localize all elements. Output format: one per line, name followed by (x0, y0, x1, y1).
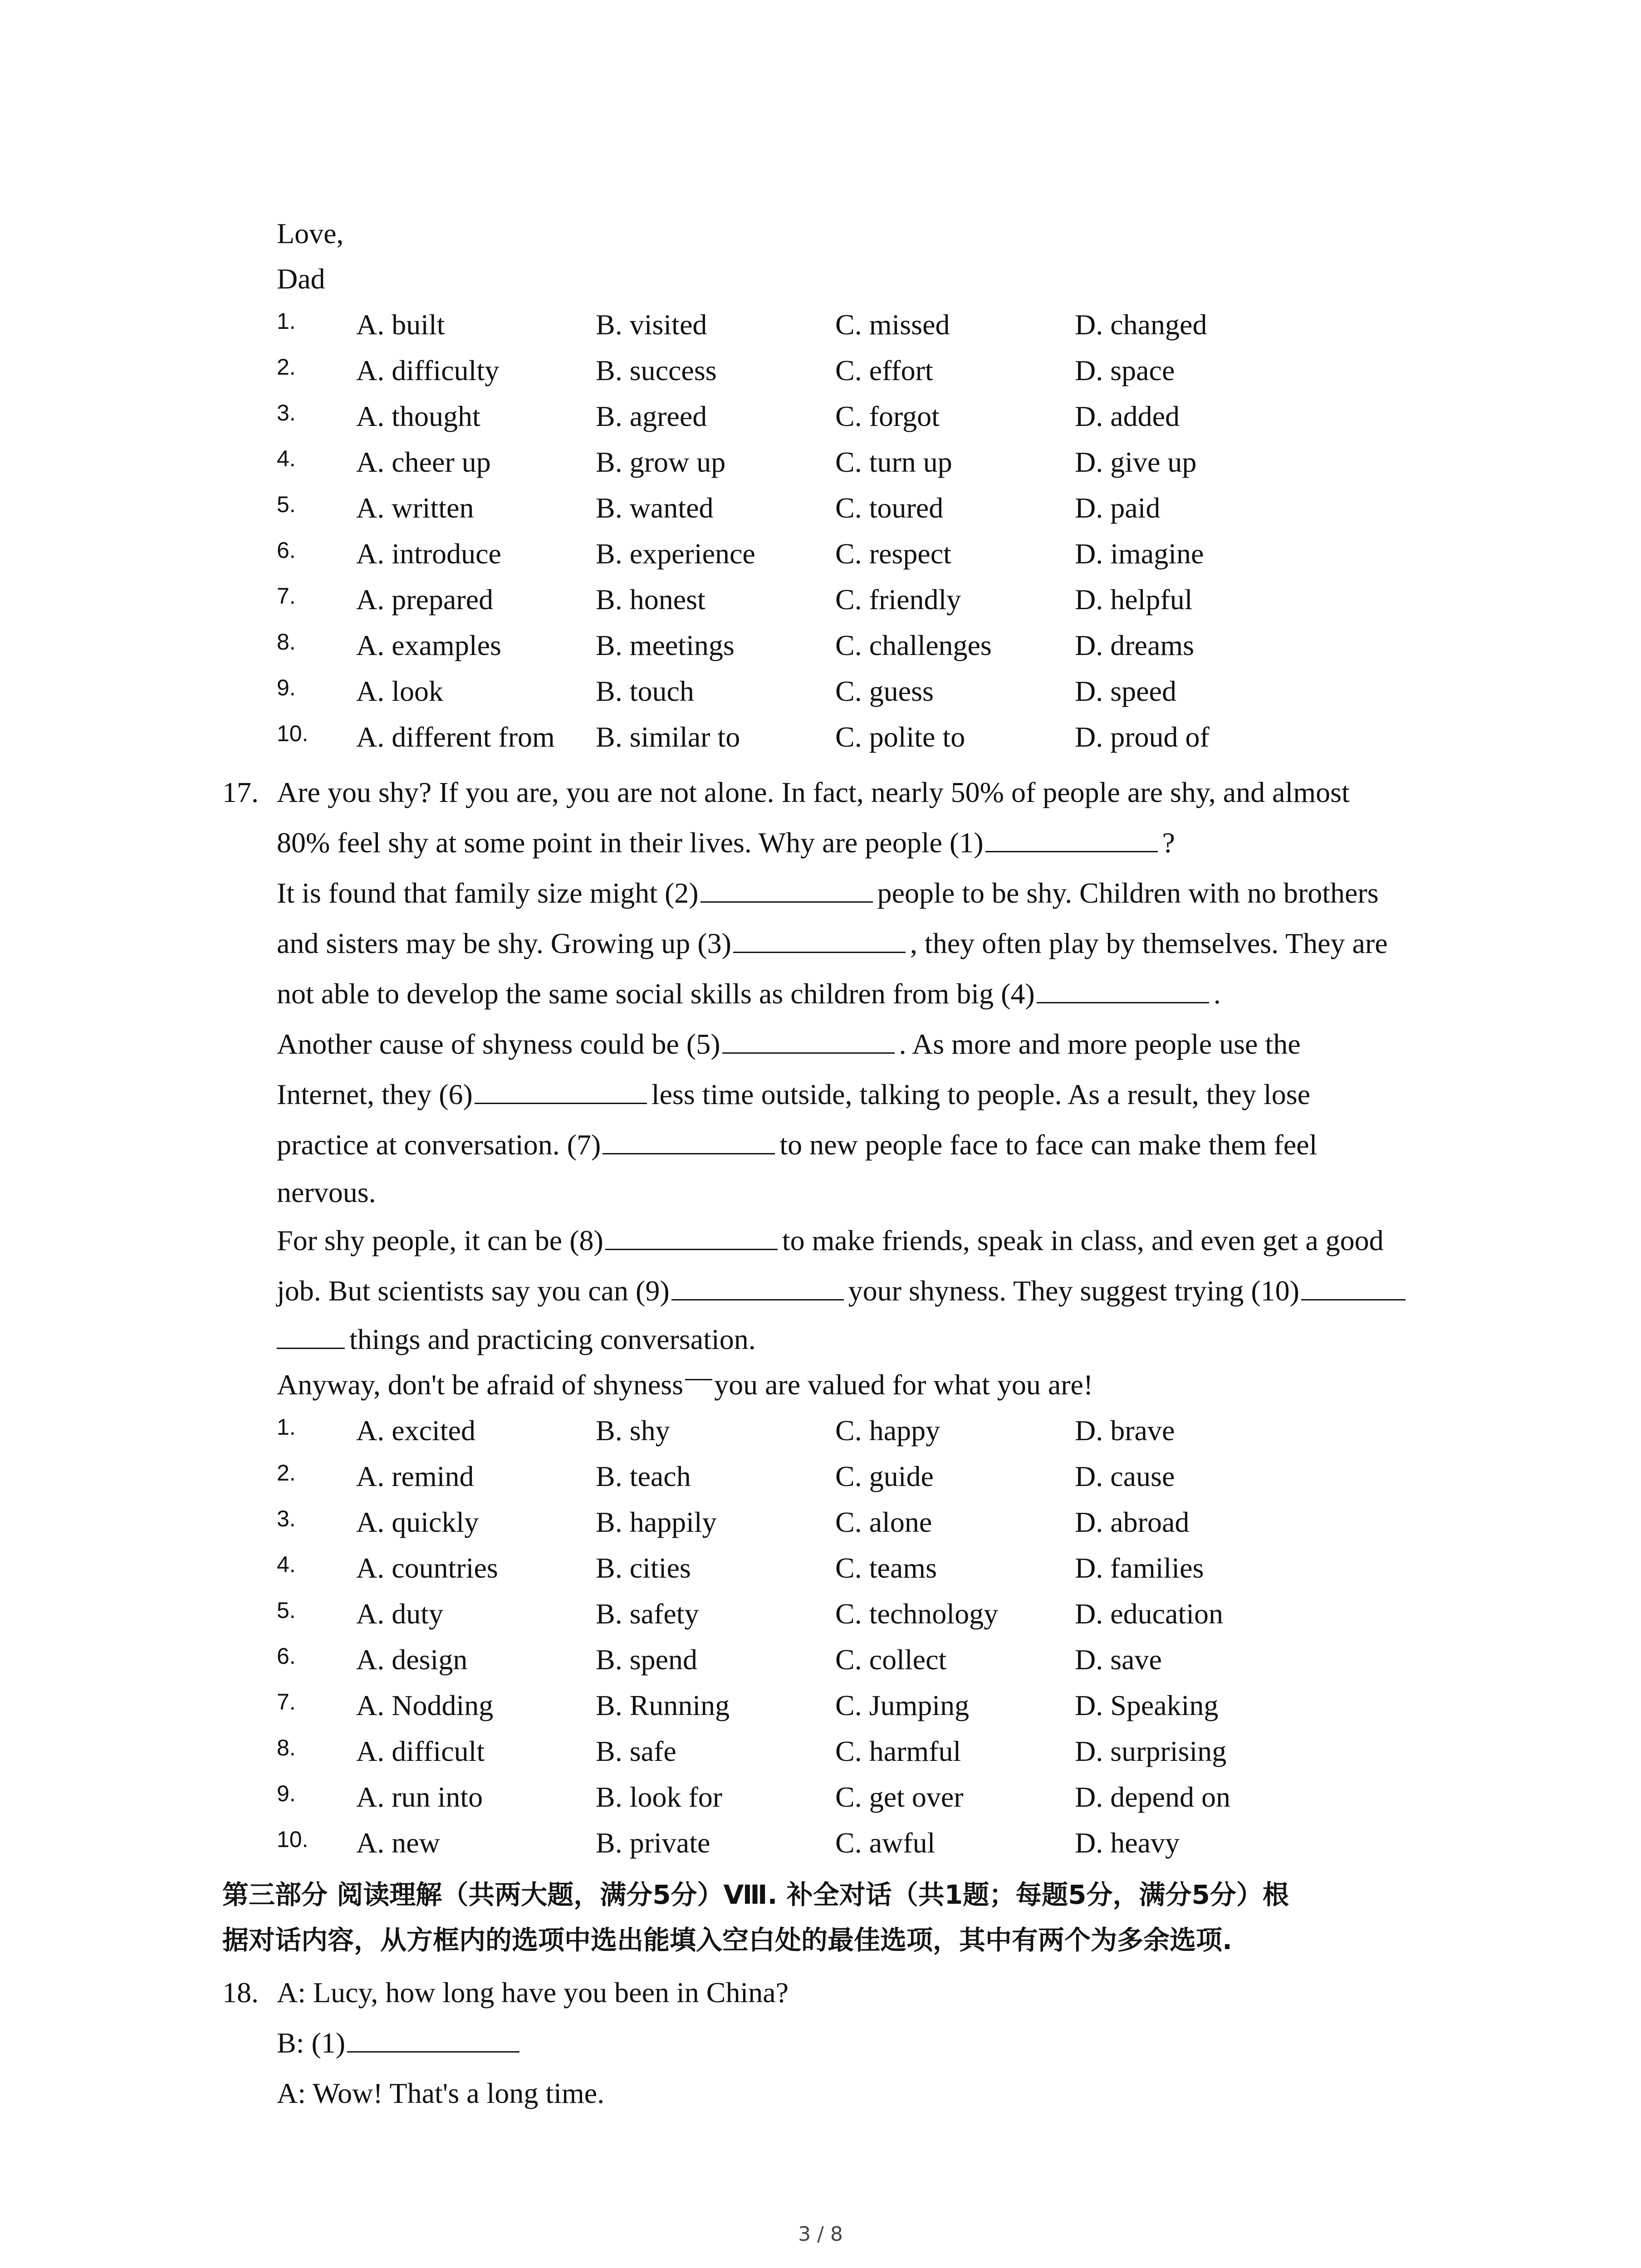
option-c[interactable]: C. harmful (835, 1735, 961, 1767)
option-c[interactable]: C. Jumping (835, 1689, 970, 1721)
option-d[interactable]: D. depend on (1075, 1780, 1231, 1813)
option-b[interactable]: B. honest (596, 583, 705, 616)
option-b[interactable]: B. visited (596, 308, 707, 341)
blank-9[interactable] (671, 1267, 844, 1300)
passage-line (277, 767, 1474, 817)
option-d[interactable]: D. space (1075, 354, 1175, 386)
option-d[interactable]: D. brave (1075, 1414, 1175, 1447)
option-c[interactable]: C. awful (835, 1826, 936, 1859)
passage-text: not able to develop the same social skills as children from big (4) (277, 978, 1035, 1010)
passage-text: less time outside, talking to people. As a result, they lose (651, 1078, 1311, 1110)
option-a[interactable]: A. cheer up (356, 445, 491, 478)
option-b[interactable]: B. cities (596, 1551, 691, 1584)
passage-text: and sisters may be shy. Growing up (3) (277, 927, 731, 959)
option-c[interactable]: C. challenges (835, 629, 992, 661)
question-18 (222, 1967, 1474, 2118)
option-a[interactable]: A. look (356, 675, 443, 707)
option-number: 7. (277, 583, 296, 609)
option-row (222, 1545, 1474, 1591)
passage-line (277, 968, 1474, 1019)
passage-text: you are valued for what you are! (714, 1369, 1093, 1401)
letter-sender: Dad (277, 263, 325, 295)
option-c[interactable]: C. friendly (835, 583, 961, 616)
q16-options (222, 302, 1474, 760)
blank-1[interactable] (347, 2019, 519, 2053)
passage-text: nervous. (277, 1176, 376, 1208)
option-c[interactable]: C. collect (835, 1643, 947, 1676)
passage-text: . (1213, 978, 1221, 1010)
option-d[interactable]: D. dreams (1075, 629, 1195, 661)
option-number: 9. (277, 1780, 296, 1806)
option-number: 3. (277, 1505, 296, 1531)
option-number: 10. (277, 1826, 309, 1852)
option-c[interactable]: C. get over (835, 1780, 964, 1813)
passage-text: . As more and more people use the (899, 1028, 1301, 1060)
passage-line (277, 868, 1474, 918)
option-c[interactable]: C. polite to (835, 720, 965, 753)
option-number: 3. (277, 400, 296, 425)
blank-6[interactable] (475, 1071, 647, 1104)
option-a[interactable]: A. thought (356, 400, 480, 432)
option-c[interactable]: C. respect (835, 537, 951, 570)
option-number: 4. (277, 1551, 296, 1577)
blank-10[interactable] (1301, 1267, 1406, 1300)
option-row (222, 1591, 1474, 1637)
option-c[interactable]: C. toured (835, 491, 944, 524)
option-d[interactable]: D. save (1075, 1643, 1162, 1676)
option-a[interactable]: A. excited (356, 1414, 475, 1447)
option-d[interactable]: D. changed (1075, 308, 1207, 341)
option-number: 2. (277, 1460, 296, 1486)
option-row (222, 668, 1474, 714)
option-d[interactable]: D. families (1075, 1551, 1204, 1584)
option-number: 8. (277, 629, 296, 655)
option-b[interactable]: B. meetings (596, 629, 735, 661)
option-c[interactable]: C. teams (835, 1551, 937, 1584)
option-d[interactable]: D. surprising (1075, 1735, 1227, 1767)
passage-text: to new people face to face can make them feel (779, 1129, 1318, 1161)
option-number: 4. (277, 445, 296, 471)
option-row (222, 1774, 1474, 1820)
option-c[interactable]: C. happy (835, 1414, 941, 1447)
blank-4[interactable] (1037, 970, 1209, 1003)
option-a[interactable]: A. new (356, 1826, 440, 1859)
option-b[interactable]: B. touch (596, 675, 694, 707)
option-row (222, 622, 1474, 668)
passage-text: things and practicing conversation. (349, 1323, 756, 1355)
option-d[interactable]: D. imagine (1075, 537, 1204, 570)
option-b[interactable]: B. happily (596, 1505, 717, 1538)
section-heading-line: 据对话内容，从方框内的选项中选出能填入空白处的最佳选项，其中有两个为多余选项. (222, 1925, 1233, 1955)
passage-text: Anyway, don't be afraid of shyness (277, 1369, 684, 1401)
option-row (222, 1499, 1474, 1545)
option-d[interactable]: D. helpful (1075, 583, 1193, 616)
option-number: 1. (277, 308, 296, 334)
passage-text: practice at conversation. (7) (277, 1129, 601, 1161)
page-content (222, 211, 1474, 2118)
option-d[interactable]: D. cause (1075, 1460, 1175, 1492)
option-d[interactable]: D. heavy (1075, 1826, 1180, 1859)
option-d[interactable]: D. education (1075, 1597, 1223, 1630)
option-row (222, 531, 1474, 577)
option-row (222, 1820, 1474, 1866)
option-c[interactable]: C. turn up (835, 445, 952, 478)
option-number: 6. (277, 537, 296, 563)
option-b[interactable]: B. look for (596, 1780, 723, 1813)
passage-line (277, 1362, 1474, 1408)
option-row (222, 485, 1474, 531)
passage-line (277, 1170, 1474, 1215)
option-a[interactable]: A. duty (356, 1597, 443, 1630)
passage-text: For shy people, it can be (8) (277, 1224, 603, 1256)
question-17 (222, 767, 1474, 1408)
option-row (222, 347, 1474, 393)
option-a[interactable]: A. built (356, 308, 445, 341)
option-row (222, 1408, 1474, 1453)
option-number: 8. (277, 1735, 296, 1760)
passage-line (277, 817, 1474, 868)
option-row (222, 1728, 1474, 1774)
passage-text: to make friends, speak in class, and even get a good (782, 1224, 1384, 1256)
question-number: 17. (222, 776, 259, 808)
option-c[interactable]: C. guide (835, 1460, 934, 1492)
option-a[interactable]: A. remind (356, 1460, 474, 1492)
option-b[interactable]: B. success (596, 354, 717, 386)
option-c[interactable]: C. guess (835, 675, 934, 707)
passage-text: 80% feel shy at some point in their lives. Why are people (1) (277, 826, 984, 859)
dash (685, 1379, 712, 1380)
passage-line (277, 1215, 1474, 1266)
dialogue-text: B: (1) (277, 2027, 346, 2059)
option-b[interactable]: B. similar to (596, 720, 740, 753)
option-b[interactable]: B. experience (596, 537, 755, 570)
option-number: 1. (277, 1414, 296, 1440)
passage-line (277, 1069, 1474, 1119)
section-3-heading (222, 1872, 1474, 1963)
option-number: 6. (277, 1643, 296, 1669)
option-c[interactable]: C. forgot (835, 400, 940, 432)
letter-signoff: Love, (277, 217, 344, 249)
passage-text: Another cause of shyness could be (5) (277, 1028, 720, 1060)
blank-7[interactable] (603, 1121, 775, 1154)
passage (277, 767, 1474, 1408)
option-a[interactable]: A. examples (356, 629, 501, 661)
passage-text: people to be shy. Children with no brothers (877, 877, 1379, 909)
option-a[interactable]: A. run into (356, 1780, 483, 1813)
option-row (222, 302, 1474, 347)
option-number: 5. (277, 1597, 296, 1623)
option-b[interactable]: B. spend (596, 1643, 697, 1676)
dialogue-line: A: Wow! That's a long time. (277, 2077, 605, 2109)
passage-line (277, 918, 1474, 968)
option-a[interactable]: A. prepared (356, 583, 494, 616)
option-a[interactable]: A. countries (356, 1551, 498, 1584)
dialogue (277, 1967, 1474, 2118)
blank-5[interactable] (722, 1021, 895, 1054)
option-row (222, 577, 1474, 622)
option-b[interactable]: B. Running (596, 1689, 730, 1721)
option-a[interactable]: A. introduce (356, 537, 501, 570)
section-heading-line: 第三部分 阅读理解（共两大题，满分5分）Ⅷ. 补全对话（共1题；每题5分，满分5分）根 (222, 1879, 1289, 1910)
option-d[interactable]: D. proud of (1075, 720, 1210, 753)
option-c[interactable]: C. alone (835, 1505, 932, 1538)
option-number: 2. (277, 354, 296, 380)
option-b[interactable]: B. grow up (596, 445, 726, 478)
option-a[interactable]: A. different from (356, 720, 555, 753)
passage-text: Are you shy? If you are, you are not alone. In fact, nearly 50% of people are shy, and almost (277, 776, 1350, 808)
option-c[interactable]: C. technology (835, 1597, 999, 1630)
option-b[interactable]: B. shy (596, 1414, 670, 1447)
option-d[interactable]: D. Speaking (1075, 1689, 1219, 1721)
option-row (222, 439, 1474, 485)
option-d[interactable]: D. speed (1075, 675, 1176, 707)
option-d[interactable]: D. abroad (1075, 1505, 1190, 1538)
option-row (222, 393, 1474, 439)
dialogue-line: A: Lucy, how long have you been in China? (277, 1976, 789, 2009)
blank-1[interactable] (985, 819, 1158, 852)
dialogue-line (277, 2018, 1474, 2068)
option-a[interactable]: A. difficult (356, 1735, 485, 1767)
page-number: 3 / 8 (798, 2223, 843, 2246)
option-c[interactable]: C. missed (835, 308, 950, 341)
option-b[interactable]: B. teach (596, 1460, 691, 1492)
option-b[interactable]: B. safety (596, 1597, 699, 1630)
blank-3[interactable] (733, 920, 906, 953)
option-b[interactable]: B. wanted (596, 491, 714, 524)
passage-text: job. But scientists say you can (9) (277, 1275, 670, 1307)
passage-line (277, 1019, 1474, 1069)
option-number: 10. (277, 720, 309, 746)
q17-options (222, 1408, 1474, 1866)
passage-text: ? (1162, 826, 1175, 859)
option-c[interactable]: C. effort (835, 354, 933, 386)
passage-text: It is found that family size might (2) (277, 877, 699, 909)
option-a[interactable]: A. written (356, 491, 474, 524)
option-d[interactable]: D. added (1075, 400, 1180, 432)
blank-10-continued[interactable] (277, 1316, 345, 1349)
option-number: 5. (277, 491, 296, 517)
passage-text: Internet, they (6) (277, 1078, 473, 1110)
blank-2[interactable] (700, 870, 873, 903)
option-number: 9. (277, 675, 296, 700)
option-a[interactable]: A. Nodding (356, 1689, 494, 1721)
option-d[interactable]: D. give up (1075, 445, 1197, 478)
option-b[interactable]: B. agreed (596, 400, 707, 432)
option-row (222, 714, 1474, 760)
passage-text: your shyness. They suggest trying (10) (848, 1275, 1299, 1307)
passage-line (277, 1119, 1474, 1170)
option-b[interactable]: B. private (596, 1826, 710, 1859)
option-d[interactable]: D. paid (1075, 491, 1161, 524)
passage-line (277, 1316, 1474, 1362)
passage-line (277, 1266, 1474, 1316)
option-a[interactable]: A. design (356, 1643, 468, 1676)
option-a[interactable]: A. difficulty (356, 354, 500, 386)
question-number: 18. (222, 1976, 259, 2009)
option-row (222, 1637, 1474, 1682)
option-row (222, 1453, 1474, 1499)
option-a[interactable]: A. quickly (356, 1505, 479, 1538)
option-row (222, 1682, 1474, 1728)
passage-text: , they often play by themselves. They are (910, 927, 1388, 959)
blank-8[interactable] (605, 1217, 778, 1250)
option-b[interactable]: B. safe (596, 1735, 676, 1767)
option-number: 7. (277, 1689, 296, 1715)
